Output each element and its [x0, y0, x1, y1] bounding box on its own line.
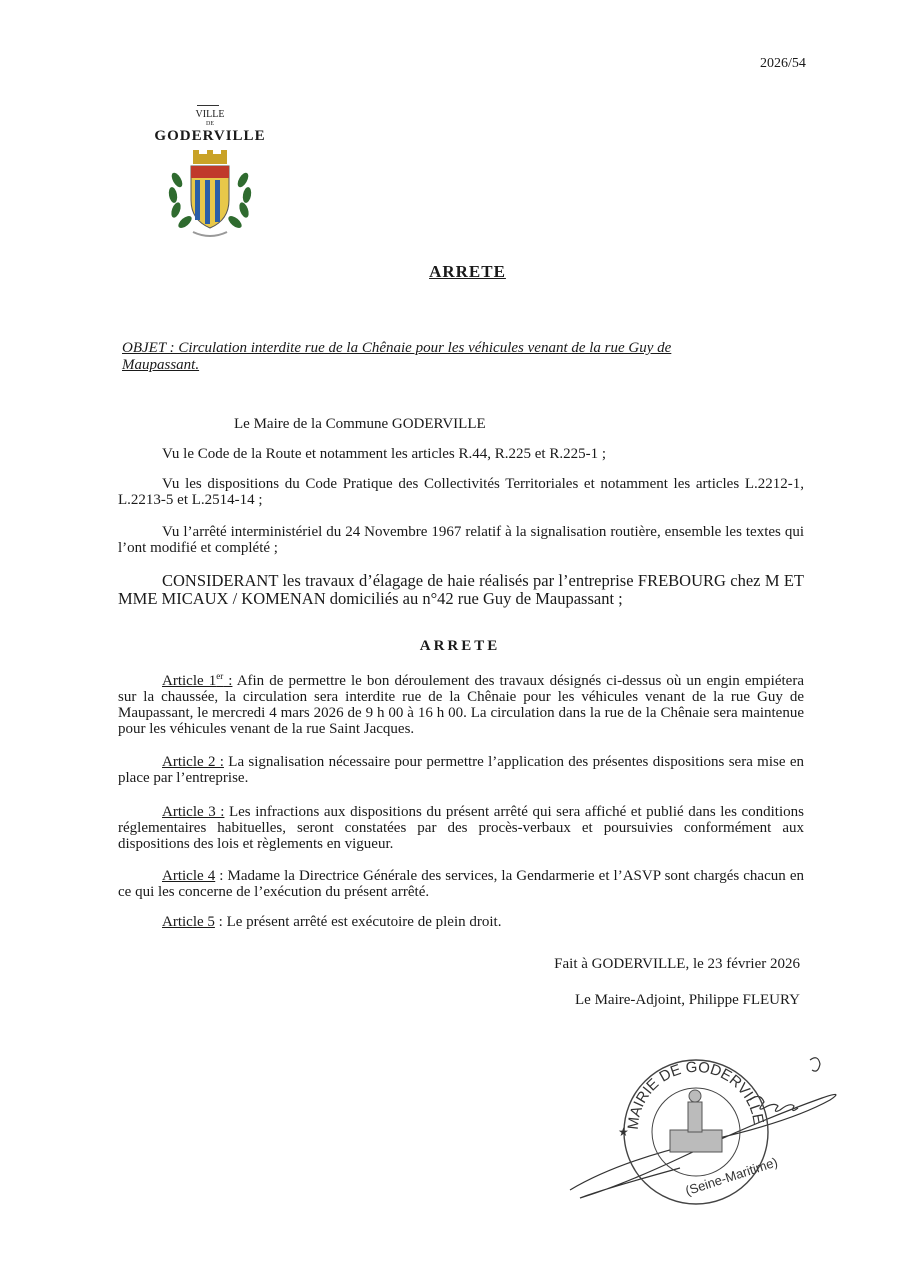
logo-ville-text: VILLE — [195, 109, 225, 120]
article-2-text: La signalisation nécessaire pour permettre l’application des présentes dispositions sera mise en place par l’entreprise. — [118, 754, 804, 786]
vu-paragraph-3: Vu l’arrêté interministériel du 24 Novembre 1967 relatif à la signalisation routière, ensemble les textes qui l’ont modifié et complété ; — [118, 524, 804, 556]
town-logo — [135, 100, 285, 260]
logo-de-text: DE — [206, 121, 214, 127]
article-1-text: Afin de permettre le bon déroulement des travaux désignés ci-dessus où un engin empiétera sur la chaussée, la circulation sera interdite rue de la Chênaie pour les véhicules venant de la rue Guy de Maupassant, le mercredi 4 mars 2026 de 9 h 00 à 16 h 00. La circulation dans la rue de la Chênaie sera maintenue pour les véhicules venant de la rue Saint Jacques. — [118, 673, 804, 737]
article-3-text: Les infractions aux dispositions du présent arrêté qui sera affiché et publié dans les conditions réglementaires habituelles, seront constatées par des procès-verbaux et poursuivies conformément aux dispositions des lois et règlements en vigueur. — [118, 804, 804, 852]
vu-paragraph-2: Vu les dispositions du Code Pratique des Collectivités Territoriales et notamment les articles L.2212-1, L.2213-5 et L.2514-14 ; — [118, 476, 804, 508]
document-title-text: ARRETE — [429, 262, 506, 281]
article-4-label: Article 4 — [162, 868, 216, 884]
maire-line: Le Maire de la Commune GODERVILLE — [234, 416, 486, 432]
article-2 — [118, 754, 804, 786]
stamp-bottom-text: (Seine-Maritime) — [683, 1154, 780, 1199]
article-4-text: : Madame la Directrice Générale des services, la Gendarmerie et l’ASVP sont chargés chacun en ce qui les concerne de l’exécution du présent arrêté. — [118, 868, 804, 900]
fait-a-line: Fait à GODERVILLE, le 23 février 2026 — [554, 956, 800, 972]
svg-text:★: ★ — [618, 1125, 629, 1139]
article-3-label: Article 3 : — [162, 804, 225, 820]
article-5 — [118, 914, 804, 930]
reference-number: 2026/54 — [760, 56, 806, 71]
article-1-label: Article 1er : — [162, 671, 233, 689]
stamp-top-text: MAIRIE DE GODERVILLE — [624, 1058, 767, 1131]
document-title — [0, 262, 900, 282]
considerant-paragraph: CONSIDERANT les travaux d’élagage de haie réalisés par l’entreprise FREBOURG chez M ET MME MICAUX / KOMENAN domiciliés au n°42 rue Guy de Maupassant ; — [118, 571, 804, 608]
article-1 — [118, 668, 804, 737]
objet-line: OBJET : Circulation interdite rue de la Chênaie pour les véhicules venant de la rue Guy de Maupassant. — [122, 340, 672, 373]
article-5-label: Article 5 — [162, 914, 215, 930]
vu-paragraph-1: Vu le Code de la Route et notamment les articles R.44, R.225 et R.225-1 ; — [162, 446, 607, 462]
logo-divider — [197, 105, 219, 106]
arrete-heading: ARRETE — [419, 638, 501, 654]
coat-of-arms-icon — [163, 150, 257, 242]
mairie-stamp-signature — [560, 1040, 860, 1210]
article-3 — [118, 804, 804, 852]
article-2-label: Article 2 : — [162, 754, 224, 770]
article-5-text: : Le présent arrêté est exécutoire de plein droit. — [214, 914, 502, 930]
signatory-line: Le Maire-Adjoint, Philippe FLEURY — [575, 992, 800, 1008]
article-4 — [118, 868, 804, 900]
logo-town-name: GODERVILLE — [154, 128, 266, 144]
